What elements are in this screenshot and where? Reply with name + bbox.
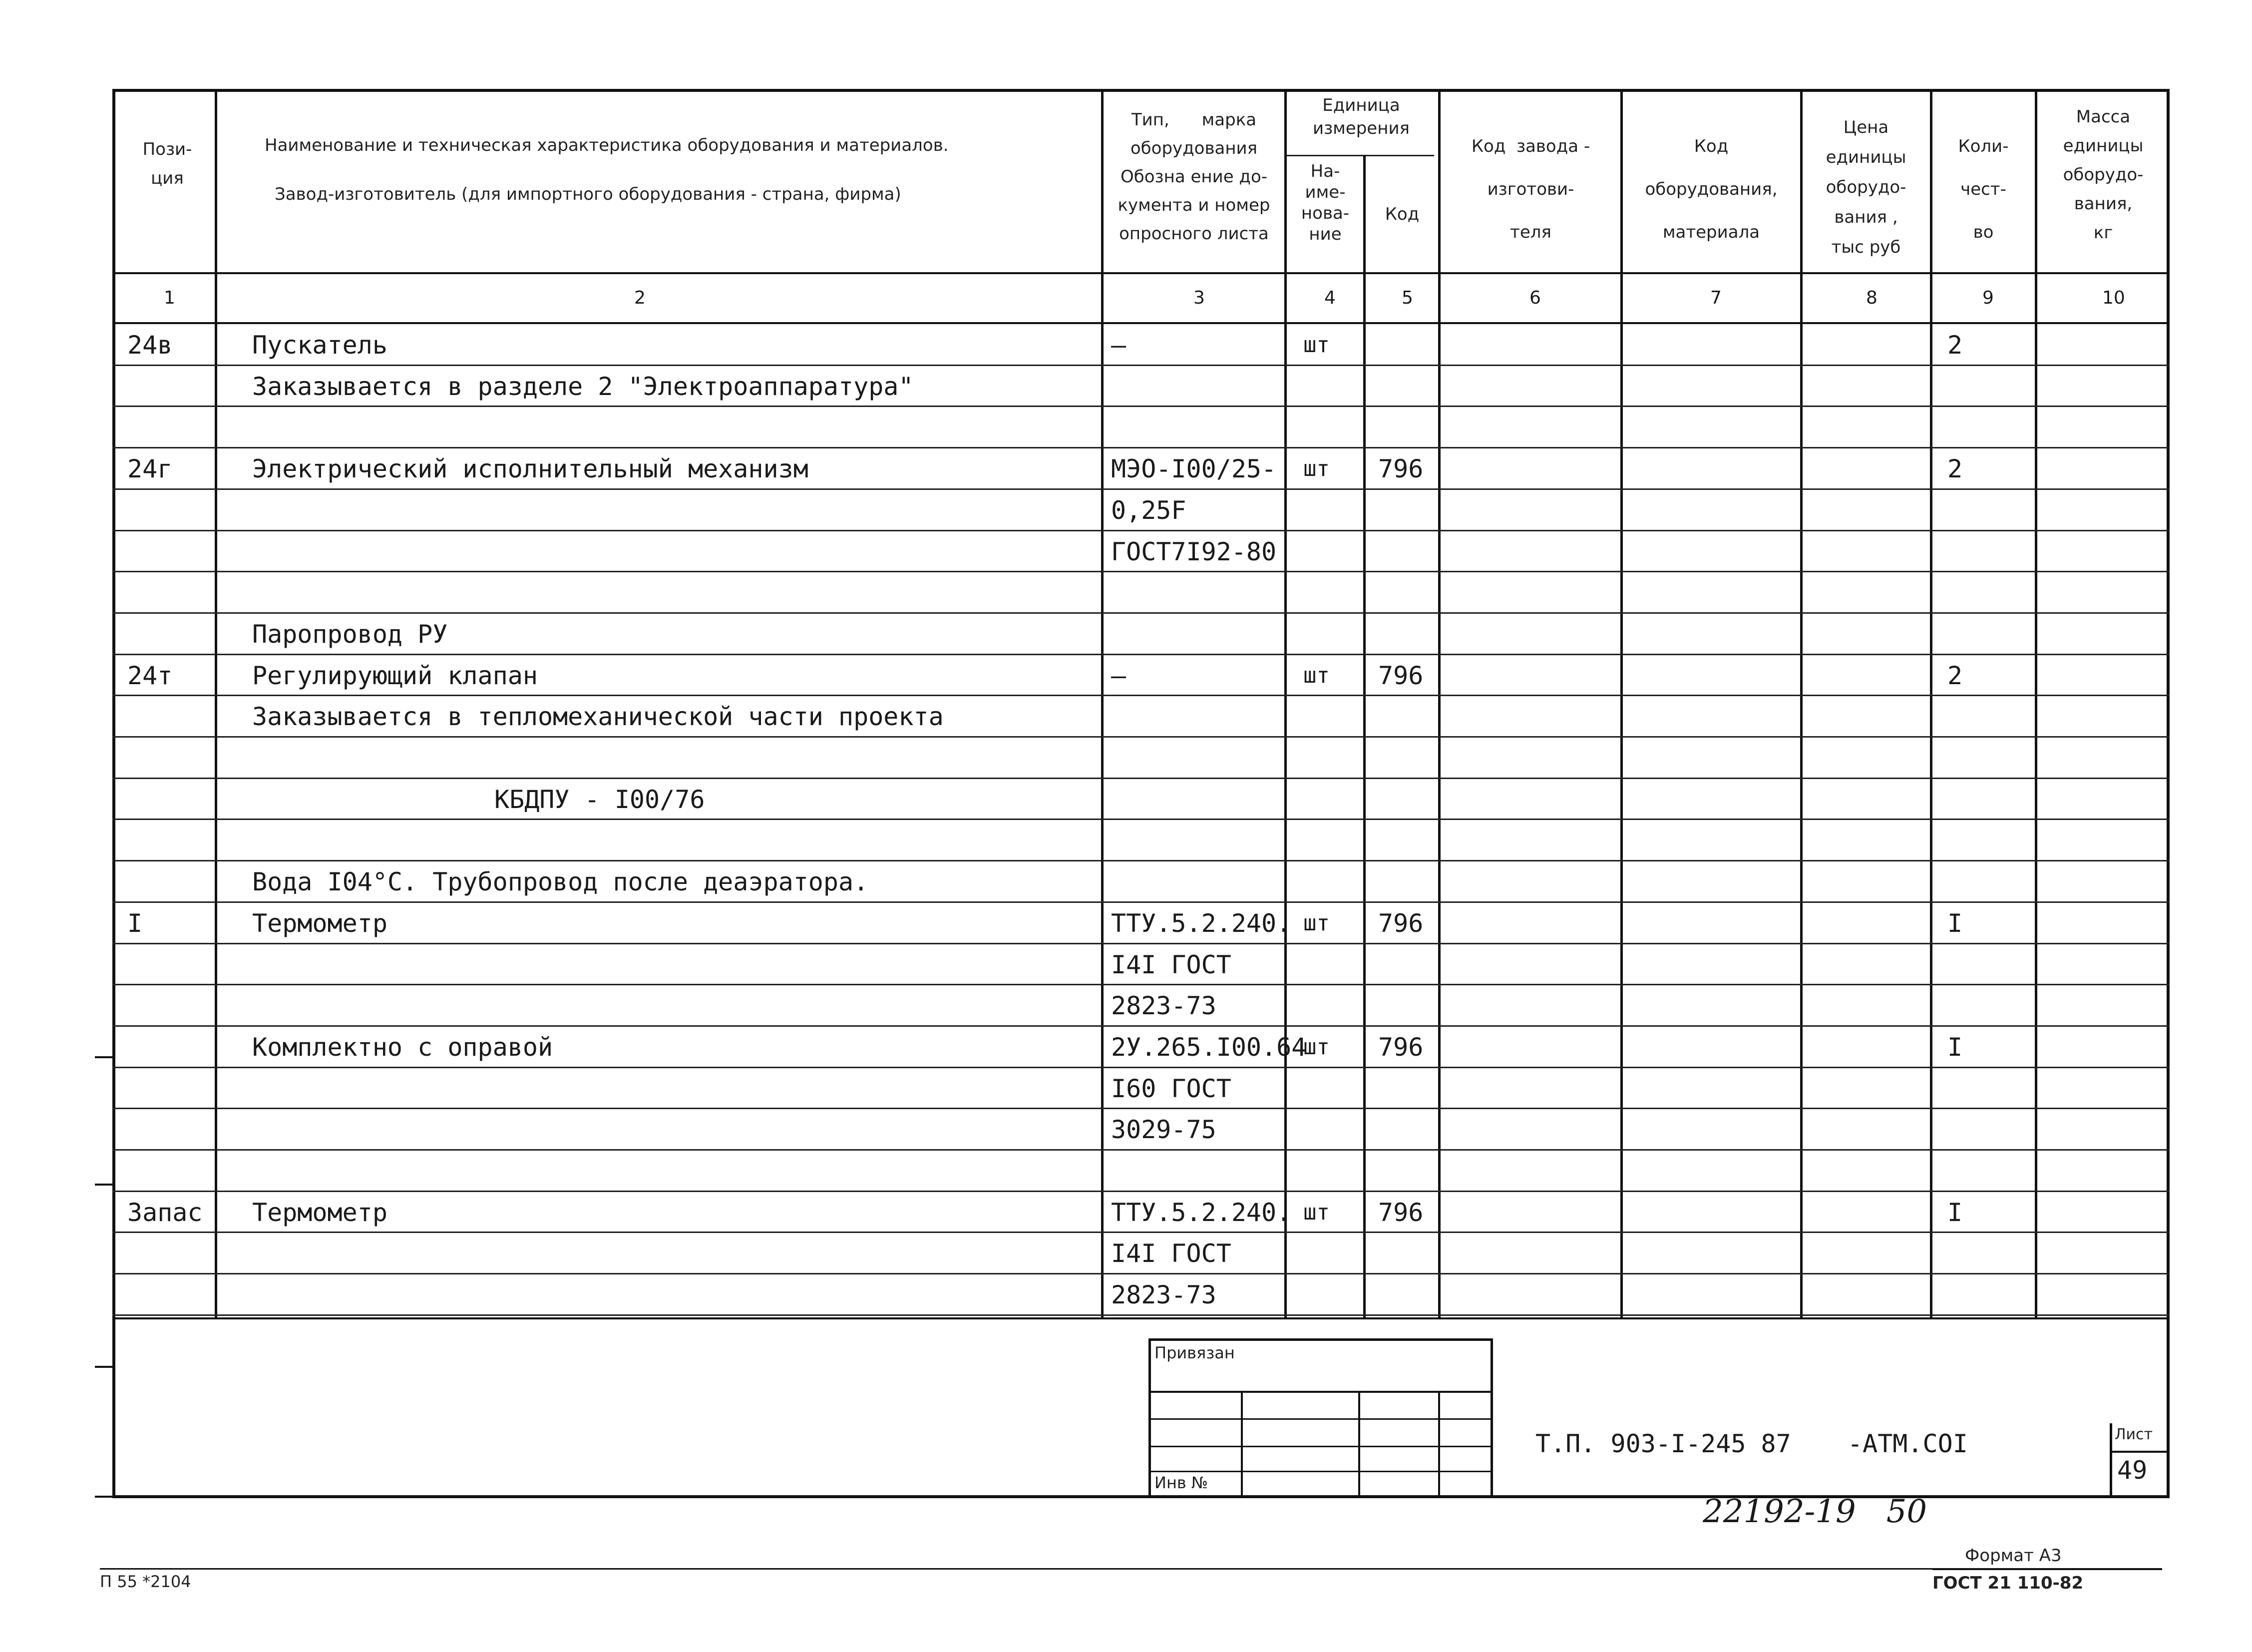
row-divider	[112, 1149, 2170, 1151]
cell-unit: шт	[1303, 456, 1330, 482]
header-unit-name: На- име- нова- ние	[1301, 161, 1350, 244]
row-divider	[112, 1067, 2170, 1068]
col-divider-9	[2035, 89, 2037, 1318]
cell-unit: шт	[1303, 1034, 1330, 1060]
cell-name: Регулирующий клапан	[252, 661, 538, 690]
cell-unit-code: 796	[1378, 454, 1424, 484]
cell-unit: шт	[1303, 910, 1330, 936]
row-divider	[112, 736, 2170, 738]
cell-name: Термометр	[252, 908, 387, 938]
cell-type: ГОСТ7I92-80	[1111, 537, 1277, 566]
cell-quantity: I	[1947, 1198, 1963, 1227]
cell-unit-code: 796	[1378, 1198, 1424, 1227]
stamp-col-line-2	[1358, 1391, 1360, 1498]
stamp-frame-right	[1491, 1338, 1493, 1498]
margin-tick-2	[95, 1184, 115, 1186]
sheet-box-left	[2110, 1423, 2112, 1498]
margin-tick-1	[95, 1056, 115, 1058]
row-divider	[112, 447, 2170, 448]
header-position: Пози- ция	[142, 139, 192, 188]
cell-position: 24т	[127, 661, 173, 690]
cell-position: 24г	[127, 454, 173, 484]
document-code: Т.П. 903-I-245 87	[1535, 1429, 1791, 1458]
col-divider-1	[215, 89, 217, 1318]
row-divider	[112, 365, 2170, 366]
stamp-col-line-3	[1438, 1391, 1440, 1498]
column-numbers-line	[112, 322, 2170, 324]
header-unit-group: Единица измерения	[1312, 95, 1410, 138]
stamp-tied-label: Привязан	[1154, 1343, 1235, 1362]
row-divider	[112, 612, 2170, 614]
cell-type: I60 ГОСТ	[1111, 1074, 1231, 1103]
row-divider	[112, 571, 2170, 572]
sheet-label: Лист	[2115, 1426, 2153, 1443]
row-divider	[112, 984, 2170, 985]
cell-quantity: 2	[1947, 331, 1963, 360]
cell-position: I	[127, 908, 143, 938]
table-bottom-line	[112, 1317, 2170, 1319]
cell-name: Паропровод РУ	[252, 619, 448, 649]
cell-quantity: I	[1947, 1032, 1963, 1062]
row-divider	[112, 695, 2170, 696]
col-divider-8	[1930, 89, 1932, 1318]
header-factory-code: Код завода - изготови- теля	[1471, 136, 1590, 242]
format-label: Формат А3	[1965, 1546, 2062, 1566]
cell-name: Термометр	[252, 1198, 387, 1227]
row-divider	[112, 860, 2170, 861]
header-quantity: Коли- чест- во	[1958, 136, 2009, 242]
row-divider	[112, 1108, 2170, 1109]
cell-type: ТТУ.5.2.240.	[1111, 908, 1292, 938]
sheet-number: 49	[2117, 1456, 2148, 1485]
footer-rule	[100, 1568, 1932, 1570]
row-divider	[112, 819, 2170, 820]
sheet-box-divider	[2110, 1451, 2167, 1453]
row-divider	[112, 943, 2170, 944]
row-divider	[112, 901, 2170, 903]
cell-name: Комплектно с оправой	[252, 1032, 553, 1062]
cell-type: I4I ГОСТ	[1111, 950, 1231, 979]
cell-type: МЭО-I00/25-	[1111, 454, 1277, 484]
cell-unit: шт	[1303, 662, 1330, 688]
cell-position: 24в	[127, 331, 173, 360]
header-mass: Масса единицы оборудо- вания, кг	[2063, 107, 2144, 243]
header-bottom-line	[112, 272, 2170, 274]
cell-type: –	[1111, 661, 1126, 690]
cell-type: 0,25F	[1111, 495, 1186, 525]
header-name-line2: Завод-изготовитель (для импортного оборудования - страна, фирма)	[275, 184, 901, 204]
cell-unit-code: 796	[1378, 908, 1424, 938]
row-divider	[112, 1314, 2170, 1316]
cell-type: I4I ГОСТ	[1111, 1239, 1231, 1268]
cell-unit-code: 796	[1378, 661, 1424, 690]
handwritten-number: 22192-19 50	[1703, 1493, 1927, 1530]
cell-unit-code: 796	[1378, 1032, 1424, 1062]
row-divider	[112, 1191, 2170, 1192]
col-divider-2	[1101, 89, 1104, 1318]
cell-name: КБДПУ - I00/76	[494, 785, 705, 814]
cell-quantity: I	[1947, 908, 1963, 938]
cell-name: Заказывается в тепломеханической части проекта	[252, 702, 944, 732]
cell-name: Пускатель	[252, 331, 387, 360]
cell-type: ТТУ.5.2.240.	[1111, 1198, 1292, 1227]
bottom-left-code: П 55 *2104	[100, 1572, 191, 1591]
format-underline	[1932, 1568, 2162, 1570]
margin-tick-3	[95, 1366, 115, 1368]
cell-type: 2У.265.I00.64	[1111, 1032, 1307, 1062]
margin-tick-4	[95, 1496, 115, 1498]
cell-name: Электрический исполнительный механизм	[252, 454, 808, 484]
cell-type: 3029-75	[1111, 1115, 1216, 1145]
cell-name: Вода I04°С. Трубопровод после деаэратора.	[252, 867, 869, 897]
header-equipment-code: Код оборудования, материала	[1645, 136, 1778, 242]
row-divider	[112, 406, 2170, 407]
header-name-line1: Наименование и техническая характеристика оборудования и материалов.	[265, 135, 949, 155]
document-code-suffix: -АТМ.СОI	[1848, 1429, 1968, 1458]
header-unit-code: Код	[1385, 204, 1420, 224]
col-divider-5	[1438, 89, 1441, 1318]
gost-label: ГОСТ 21 110-82	[1932, 1573, 2084, 1593]
row-divider	[112, 1232, 2170, 1233]
row-divider	[112, 1025, 2170, 1027]
stamp-inv-label: Инв №	[1154, 1473, 1208, 1492]
cell-type: 2823-73	[1111, 991, 1216, 1021]
cell-type: 2823-73	[1111, 1280, 1216, 1310]
unit-group-line	[1284, 155, 1434, 156]
cell-unit: шт	[1303, 332, 1330, 358]
cell-type: –	[1111, 331, 1126, 360]
header-price: Цена единицы оборудо- вания , тыс руб	[1826, 117, 1906, 257]
header-type: Тип, марка оборудования Обозна ение до- кумента и номер опросного листа	[1118, 110, 1270, 244]
row-divider	[112, 1273, 2170, 1274]
col-divider-3	[1284, 89, 1287, 1318]
cell-position: Запас	[127, 1198, 203, 1227]
row-divider	[112, 530, 2170, 531]
col-divider-7	[1800, 89, 1803, 1318]
col-divider-6	[1620, 89, 1623, 1318]
stamp-col-line-1	[1241, 1391, 1243, 1498]
cell-quantity: 2	[1947, 454, 1963, 484]
cell-quantity: 2	[1947, 661, 1963, 690]
row-divider	[112, 488, 2170, 490]
cell-name: Заказывается в разделе 2 "Электроаппаратура"	[252, 372, 914, 401]
cell-unit: шт	[1303, 1199, 1330, 1225]
row-divider	[112, 654, 2170, 655]
row-divider	[112, 778, 2170, 779]
stamp-frame-top	[1148, 1338, 1491, 1341]
